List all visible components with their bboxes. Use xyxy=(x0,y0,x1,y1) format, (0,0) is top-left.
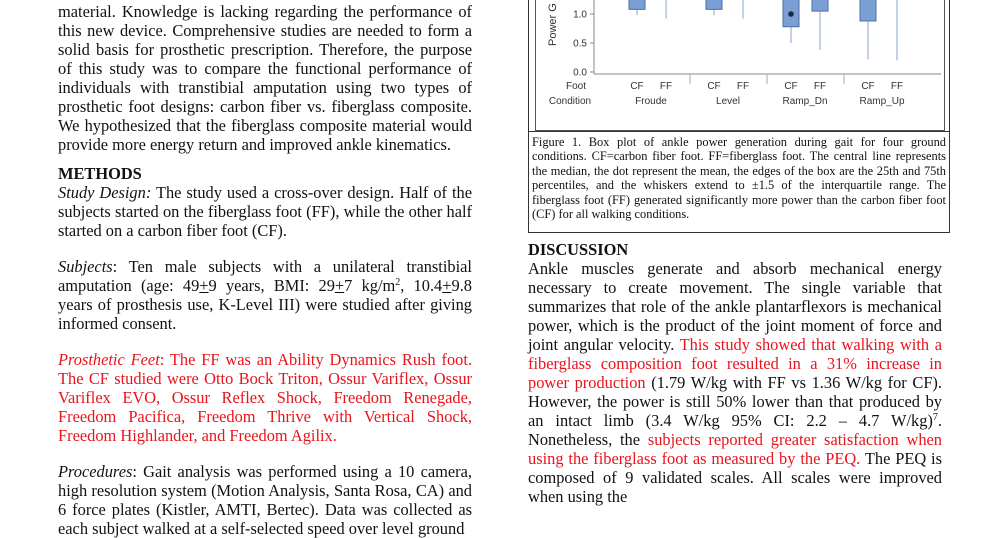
condition-label: Ramp_Dn xyxy=(782,96,828,107)
prosthetic-feet-text: : The FF was an Ability Dynamics Rush foot. The CF studied were Otto Bock Triton, Ossur Variflex, Ossur Variflex EVO, Ossur Reflex Shock, Freedom Renegade, Freedom Pacifica, Freedom Thrive with Vertical Shock, Freedom Highlander, and Freedom Agilix. xyxy=(58,350,472,445)
plus-minus: + xyxy=(199,276,209,295)
foot-label: FF xyxy=(736,81,750,92)
row-label-foot: Foot xyxy=(565,81,587,92)
foot-label: FF xyxy=(659,81,673,92)
subjects-text: 9 years, BMI: 29 xyxy=(208,276,335,295)
box-plot-frame xyxy=(535,0,945,131)
y-axis-label: Power G xyxy=(547,3,559,46)
intro-line: provide more energy return and improved ankle kinematics. xyxy=(58,135,451,154)
subjects-text: : Ten male subjects with a unilateral transtibial amputation (age: 49 xyxy=(58,257,472,295)
prosthetic-feet-label: Prosthetic Feet xyxy=(58,350,160,369)
figure-caption: Figure 1. Box plot of ankle power generation during gait for four ground conditions. CF=carbon fiber foot. FF=fiberglass foot. The central line represents the median, the dot represent the mean, the edges of the box are the 25th and 75th percentiles, and the whiskers extend to ±1.5 of the interquartile range. The fiberglass foot (FF) generated significantly more power than the carbon fiber foot (CF) for all walking conditions. xyxy=(529,131,949,231)
intro-paragraph xyxy=(58,2,472,154)
prosthetic-feet-paragraph xyxy=(58,350,472,445)
row-label-condition: Condition xyxy=(548,96,592,107)
subjects-text: , 10.4 xyxy=(400,276,443,295)
discussion-paragraph xyxy=(528,259,942,506)
foot-label: CF xyxy=(861,81,875,92)
discussion-heading: DISCUSSION xyxy=(528,240,629,259)
mean-dot-Ramp_Dn-CF xyxy=(788,11,794,17)
plus-minus: + xyxy=(442,276,452,295)
discussion-text: . Nonetheless, the xyxy=(528,411,942,449)
intro-line: prosthetic foot designs: carbon fiber vs. fiberglass composite. xyxy=(58,97,472,116)
figure-1 xyxy=(528,0,950,233)
intro-line: of this study was to compare the functional performance of xyxy=(58,59,472,78)
discussion-highlight: subjects reported greater satisfaction when using the fiberglass foot as measured by the PEQ. xyxy=(528,430,942,468)
box-plot xyxy=(536,0,944,130)
box-Froude-CF xyxy=(629,0,645,9)
discussion-text: Ankle muscles generate and absorb mechanical energy necessary to create movement. The single variable that summarizes that role of the ankle plantarflexors is mechanical power, which is the product of the joint moment of force and joint angular velocity. xyxy=(528,259,942,354)
y-tick-label: 0.5 xyxy=(573,38,587,50)
foot-label: FF xyxy=(890,81,904,92)
procedures-label: Procedures xyxy=(58,462,133,481)
box-Level-CF xyxy=(706,0,722,9)
subjects-label: Subjects xyxy=(58,257,113,276)
intro-line: this new device. Comprehensive studies are needed to form a xyxy=(58,21,472,40)
subjects-text: 9.8 years of prosthesis use, K-Level III) were studied after giving informed consent. xyxy=(58,276,472,333)
foot-label: CF xyxy=(707,81,721,92)
intro-line: solid basis for prosthetic prescription. Therefore, the purpose xyxy=(58,40,472,59)
discussion-highlight: This study showed that walking with a fiberglass composition foot resulted in a 31% increase in power production xyxy=(528,335,943,392)
procedures-paragraph xyxy=(58,462,472,538)
foot-label: CF xyxy=(784,81,798,92)
methods-heading: METHODS xyxy=(58,164,142,183)
study-design-text: The study used a cross-over design. Half of the subjects started on the fiberglass foot (FF), while the other half started on a carbon fiber foot (CF). xyxy=(58,183,472,240)
y-tick-label: 1.0 xyxy=(573,9,587,21)
condition-label: Froude xyxy=(635,96,667,107)
condition-label: Level xyxy=(716,96,740,107)
subjects-paragraph xyxy=(58,257,472,333)
intro-line: individuals with transtibial amputation using two types of xyxy=(58,78,472,97)
plus-minus: + xyxy=(334,276,345,295)
y-tick-label: 0.0 xyxy=(573,67,587,79)
intro-line: We hypothesized that the fiberglass composite material would xyxy=(58,116,472,135)
intro-line: material. Knowledge is lacking regarding the performance of xyxy=(58,2,472,21)
subjects-text: 7 kg/m xyxy=(344,276,396,295)
superscript: 2 xyxy=(395,277,401,288)
condition-label: Ramp_Up xyxy=(859,96,905,107)
study-design-paragraph xyxy=(58,183,472,240)
superscript: 7 xyxy=(932,412,938,423)
procedures-text: : Gait analysis was performed using a 10 camera, high resolution system (Motion Analysis, Santa Rosa, CA) and 6 force plates (Kistler, AMTI, Bertec). Data was collected as each subject walked at a self-selected speed over level ground xyxy=(58,462,472,538)
methods-section xyxy=(58,164,472,538)
box-Ramp_Dn-FF xyxy=(812,0,828,11)
discussion-text: The PEQ is composed of 9 validated scales. All scales were improved when using the xyxy=(528,449,942,506)
box-Ramp_Up-CF xyxy=(860,0,876,21)
discussion-text: (1.79 W/kg with FF vs 1.36 W/kg for CF). However, the power is still 50% lower than that produced by an intact limb (3.4 W/kg 95% CI: 2.2 – 4.7 W/kg) xyxy=(528,373,942,430)
discussion-section xyxy=(528,240,942,506)
study-design-label: Study Design: xyxy=(58,183,152,202)
foot-label: FF xyxy=(813,81,827,92)
foot-label: CF xyxy=(630,81,644,92)
